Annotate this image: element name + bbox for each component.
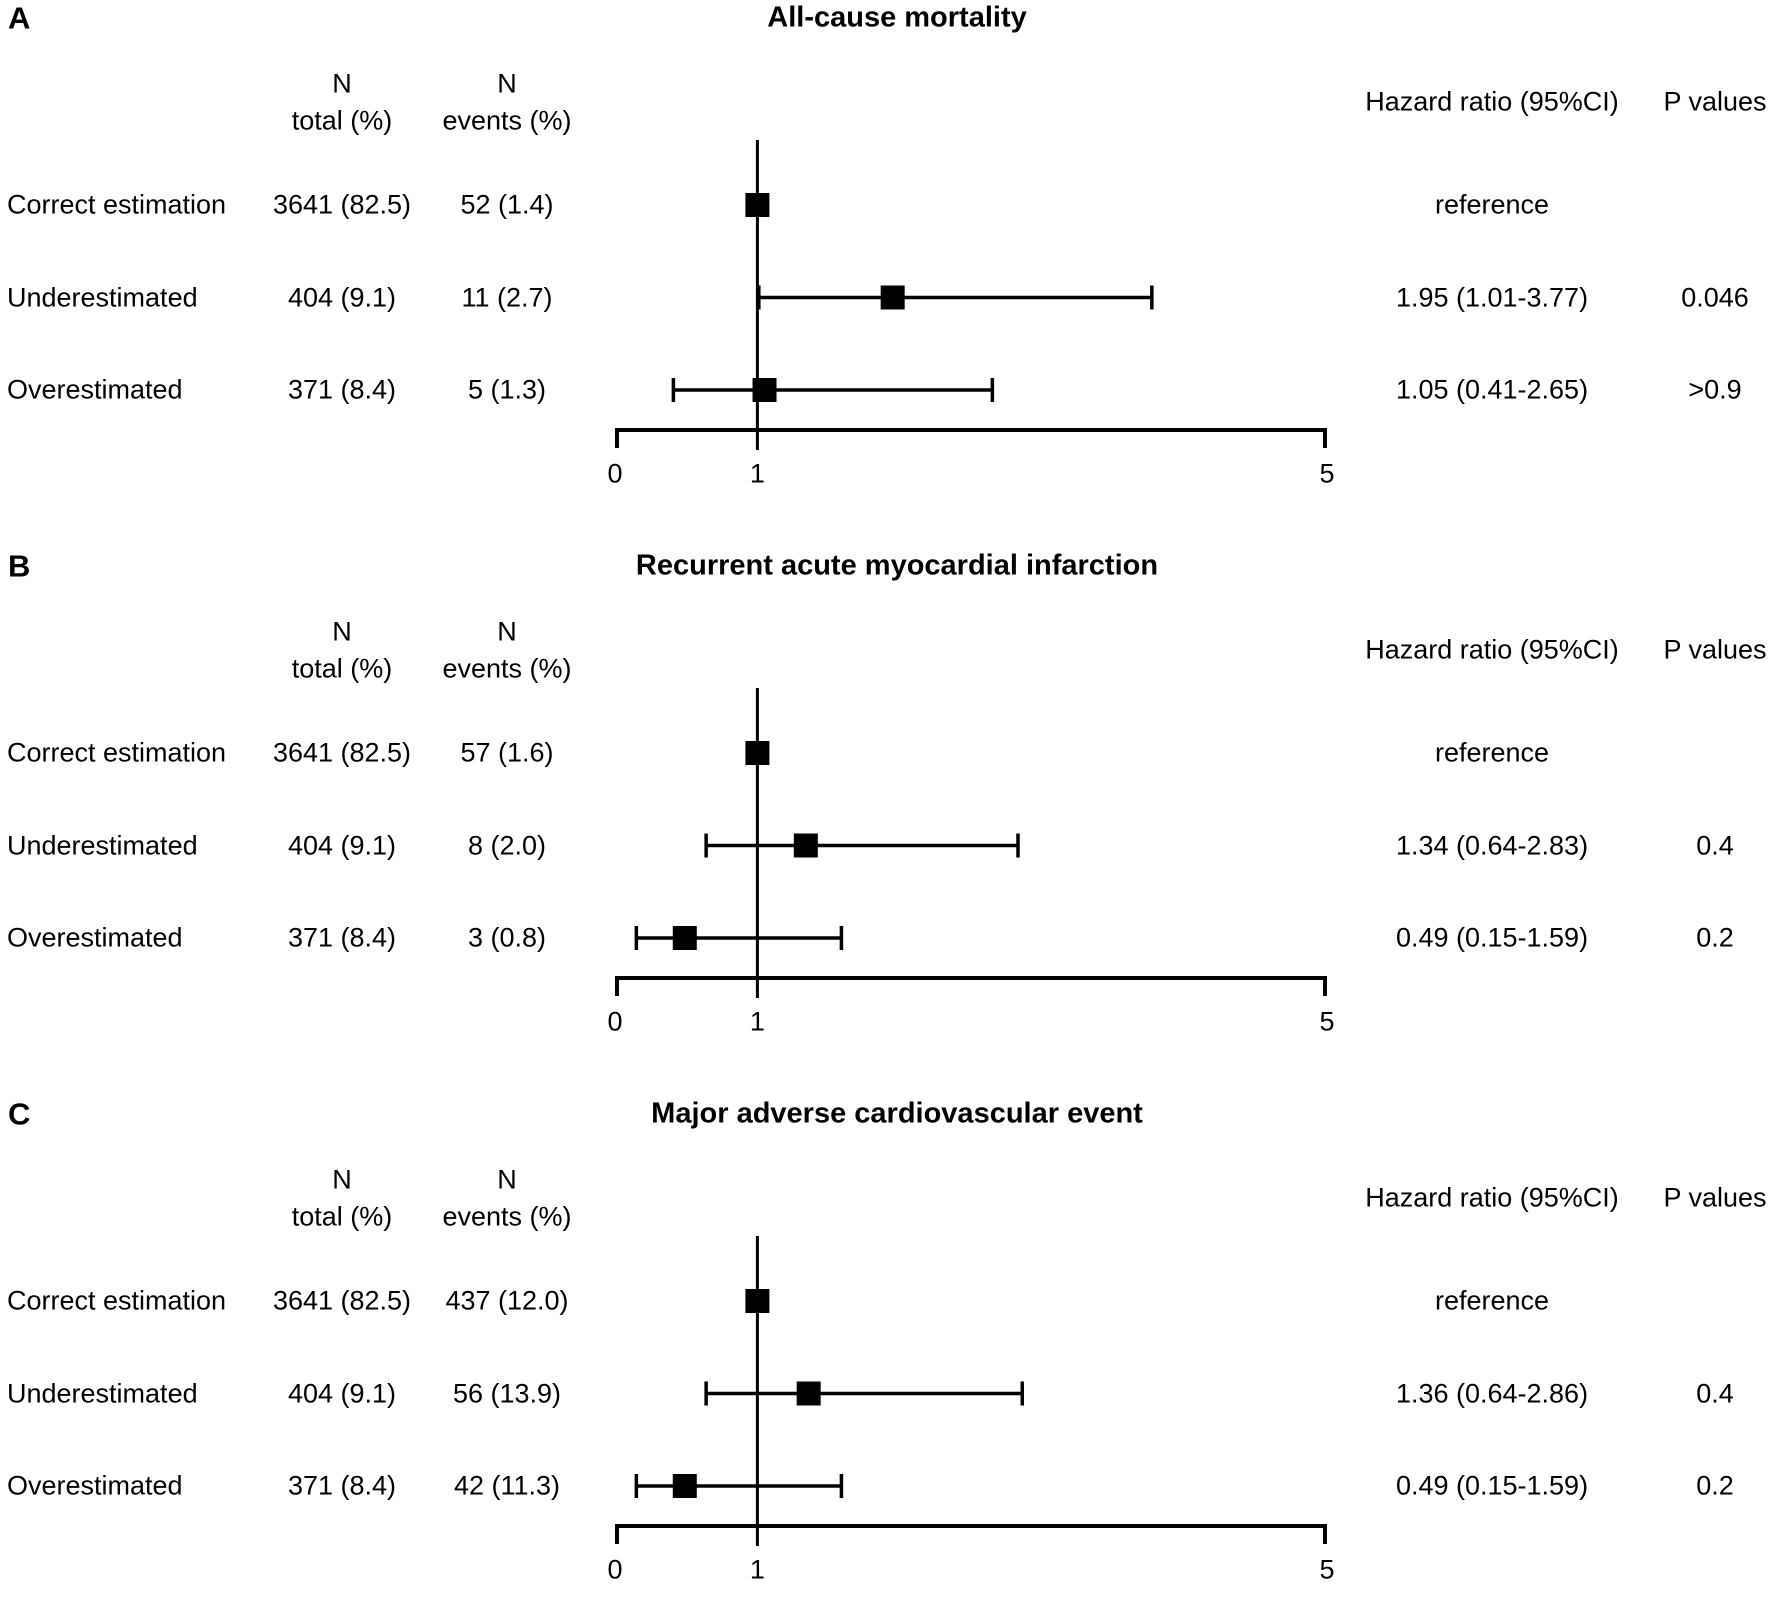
hazard-ratio-header: Hazard ratio (95%CI): [1365, 1182, 1619, 1213]
n-events-value: 56 (13.9): [452, 1378, 562, 1408]
group-label: Overestimated: [7, 374, 183, 405]
n-total-value: 3641 (82.5): [272, 189, 412, 220]
p-values-header: P values: [1663, 1182, 1767, 1213]
hazard-ratio-value: 1.34 (0.64-2.83): [1395, 830, 1589, 860]
group-label: Overestimated: [7, 1470, 183, 1501]
n-total-header-line2: total (%): [291, 105, 393, 136]
n-total-value: 3641 (82.5): [272, 737, 412, 768]
hazard-ratio-value: 0.49 (0.15-1.59): [1395, 1470, 1589, 1501]
x-axis-tick-label: 5: [1319, 1554, 1335, 1585]
x-axis-tick-label: 5: [1319, 458, 1335, 489]
hazard-ratio-value: 1.95 (1.01-3.77): [1395, 282, 1589, 312]
n-total-header-line2: total (%): [291, 653, 393, 684]
n-total-value: 371 (8.4): [287, 1470, 397, 1501]
n-events-value: 5 (1.3): [467, 374, 547, 405]
n-total-value: 404 (9.1): [287, 1378, 397, 1408]
panel-title: Recurrent acute myocardial infarction: [635, 549, 1159, 582]
n-events-value: 52 (1.4): [460, 189, 554, 220]
panel-label-B: B: [8, 548, 31, 584]
hazard-ratio-value: reference: [1434, 737, 1550, 768]
n-events-value: 11 (2.7): [461, 282, 553, 312]
p-value: 0.4: [1696, 1378, 1734, 1408]
panel-title: All-cause mortality: [767, 1, 1027, 34]
p-value: 0.2: [1696, 922, 1734, 953]
n-events-header-line1: N: [497, 1164, 517, 1195]
p-values-header: P values: [1663, 86, 1767, 117]
hr-square: [881, 286, 905, 310]
n-events-header-line2: events (%): [442, 653, 572, 684]
n-total-value: 404 (9.1): [287, 830, 397, 860]
hr-square: [797, 1382, 821, 1406]
n-total-header-line1: N: [332, 616, 352, 647]
x-axis-tick-label: 1: [749, 1554, 765, 1585]
n-events-value: 8 (2.0): [467, 830, 547, 860]
n-events-header-line1: N: [497, 68, 517, 99]
p-value: 0.4: [1696, 830, 1734, 860]
panel-title: Major adverse cardiovascular event: [651, 1097, 1143, 1130]
group-label: Correct estimation: [7, 1285, 227, 1316]
x-axis-tick-label: 1: [749, 1006, 765, 1037]
n-total-value: 3641 (82.5): [272, 1285, 412, 1316]
n-total-header-line1: N: [332, 68, 352, 99]
group-label: Underestimated: [7, 282, 198, 312]
n-total-header-line2: total (%): [291, 1201, 393, 1232]
hr-square: [673, 1474, 697, 1498]
x-axis-tick-label: 0: [607, 458, 623, 489]
panel-label-A: A: [8, 0, 31, 36]
n-total-value: 404 (9.1): [287, 282, 397, 312]
group-label: Underestimated: [7, 830, 198, 860]
x-axis-tick-label: 0: [607, 1006, 623, 1037]
hazard-ratio-value: reference: [1434, 1285, 1550, 1316]
hr-square: [673, 926, 697, 950]
p-value: 0.046: [1681, 282, 1749, 312]
hazard-ratio-value: 1.05 (0.41-2.65): [1395, 374, 1589, 405]
n-events-header-line2: events (%): [442, 1201, 572, 1232]
n-total-value: 371 (8.4): [287, 922, 397, 953]
p-value: 0.2: [1696, 1470, 1734, 1501]
group-label: Overestimated: [7, 922, 183, 953]
x-axis-tick-label: 5: [1319, 1006, 1335, 1037]
n-events-header-line2: events (%): [442, 105, 572, 136]
group-label: Underestimated: [7, 1378, 198, 1408]
n-events-value: 3 (0.8): [467, 922, 547, 953]
hazard-ratio-value: 0.49 (0.15-1.59): [1395, 922, 1589, 953]
hazard-ratio-header: Hazard ratio (95%CI): [1365, 634, 1619, 665]
hazard-ratio-value: 1.36 (0.64-2.86): [1395, 1378, 1589, 1408]
group-label: Correct estimation: [7, 189, 227, 220]
hazard-ratio-value: reference: [1434, 189, 1550, 220]
x-axis-tick-label: 0: [607, 1554, 623, 1585]
p-values-header: P values: [1663, 634, 1767, 665]
n-events-header-line1: N: [497, 616, 517, 647]
n-events-value: 57 (1.6): [460, 737, 554, 768]
n-total-header-line1: N: [332, 1164, 352, 1195]
n-total-value: 371 (8.4): [287, 374, 397, 405]
panel-label-C: C: [8, 1096, 31, 1132]
hr-square: [794, 834, 818, 858]
p-value: >0.9: [1688, 374, 1742, 405]
hazard-ratio-header: Hazard ratio (95%CI): [1365, 86, 1619, 117]
group-label: Correct estimation: [7, 737, 227, 768]
x-axis-tick-label: 1: [749, 458, 765, 489]
n-events-value: 437 (12.0): [445, 1285, 569, 1316]
n-events-value: 42 (11.3): [453, 1470, 561, 1501]
